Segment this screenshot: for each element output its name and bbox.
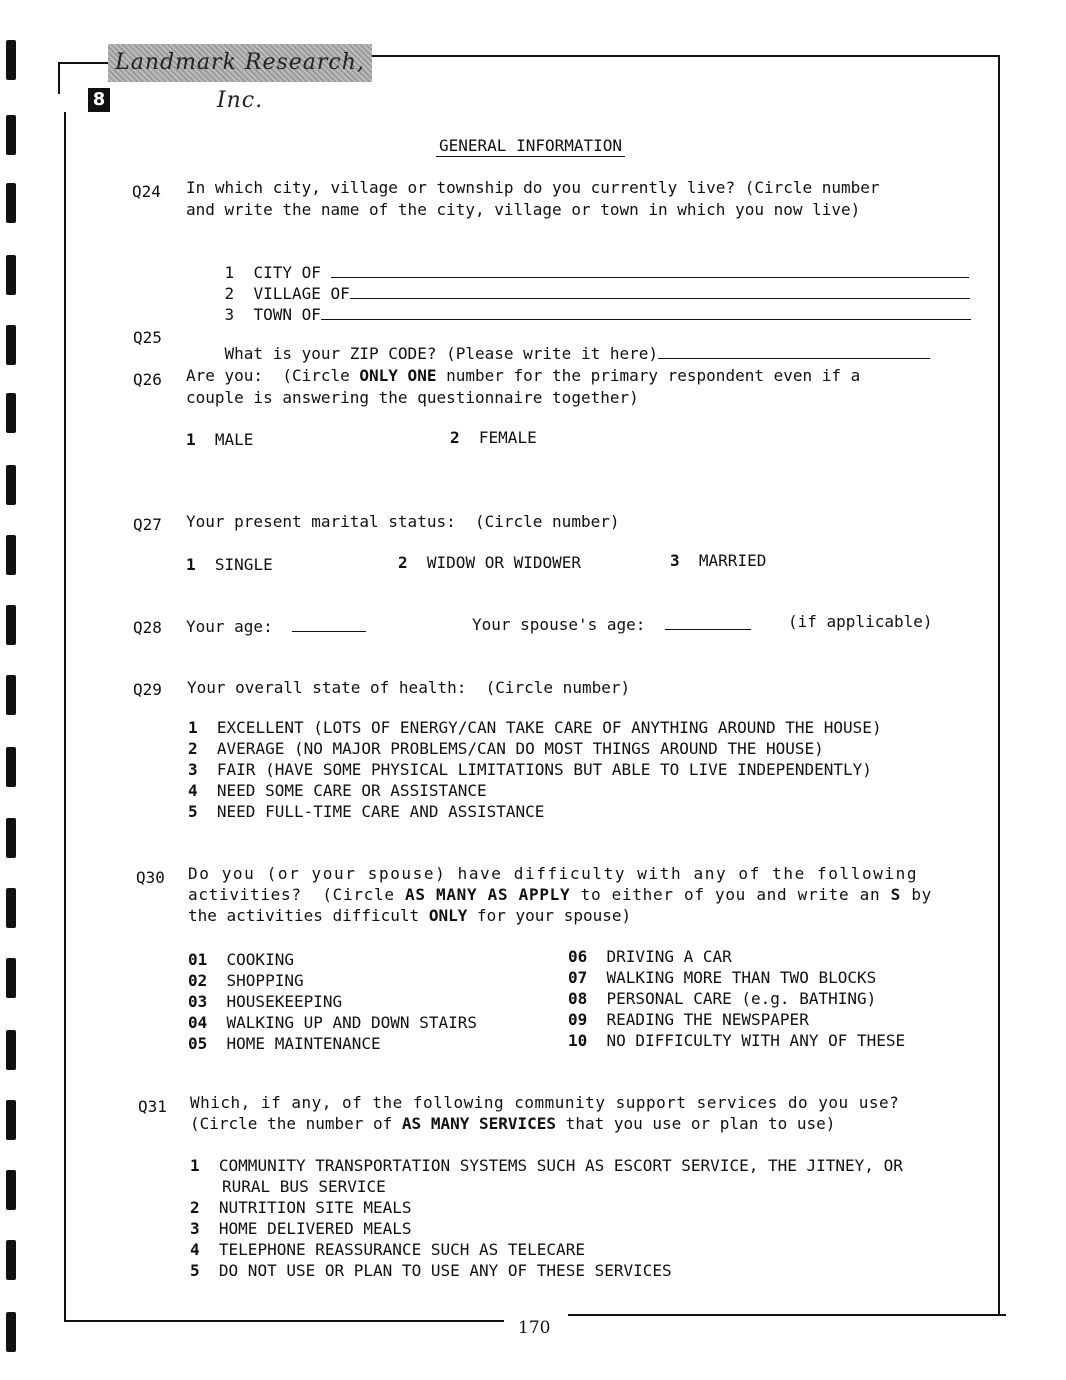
- applicable-note: (if applicable): [788, 612, 933, 631]
- question-text: activities? (Circle AS MANY AS APPLY to either of you and write an S by: [188, 885, 932, 904]
- question-number: Q27: [133, 515, 162, 534]
- option-single[interactable]: 1 SINGLE: [186, 555, 273, 574]
- question-text: Which, if any, of the following community support services do you use?: [190, 1093, 900, 1112]
- question-text: In which city, village or township do you currently live? (Circle number: [186, 178, 880, 197]
- option-health[interactable]: 3 FAIR (HAVE SOME PHYSICAL LIMITATIONS BUT ABLE TO LIVE INDEPENDENTLY): [188, 760, 872, 779]
- company-logo: Landmark Research, Inc.: [108, 44, 372, 82]
- question-number: Q31: [138, 1097, 167, 1116]
- question-text: Are you: (Circle ONLY ONE number for the primary respondent even if a: [186, 366, 861, 385]
- page-title: GENERAL INFORMATION: [436, 136, 625, 155]
- option-activity[interactable]: 04 WALKING UP AND DOWN STAIRS: [188, 1013, 477, 1032]
- question-number: Q30: [136, 868, 165, 887]
- option-town[interactable]: 3 TOWN OF: [186, 286, 971, 343]
- option-village[interactable]: 2 VILLAGE OF: [186, 265, 970, 322]
- option-activity[interactable]: 07 WALKING MORE THAN TWO BLOCKS: [568, 968, 877, 987]
- question-text: Your overall state of health: (Circle number): [187, 678, 631, 697]
- question-text: (Circle the number of AS MANY SERVICES that you use or plan to use): [190, 1114, 836, 1133]
- option-service[interactable]: 4 TELEPHONE REASSURANCE SUCH AS TELECARE: [190, 1240, 585, 1259]
- option-activity[interactable]: 02 SHOPPING: [188, 971, 304, 990]
- option-service[interactable]: 5 DO NOT USE OR PLAN TO USE ANY OF THESE SERVICES: [190, 1261, 672, 1280]
- option-service[interactable]: 3 HOME DELIVERED MEALS: [190, 1219, 412, 1238]
- option-widow[interactable]: 2 WIDOW OR WIDOWER: [398, 553, 582, 572]
- option-health[interactable]: 4 NEED SOME CARE OR ASSISTANCE: [188, 781, 487, 800]
- question-number: Q25: [133, 328, 162, 347]
- age-field[interactable]: Your age:: [186, 617, 366, 636]
- question-text: Do you (or your spouse) have difficulty with any of the following: [188, 864, 919, 883]
- option-health[interactable]: 2 AVERAGE (NO MAJOR PROBLEMS/CAN DO MOST THINGS AROUND THE HOUSE): [188, 739, 824, 758]
- option-activity[interactable]: 06 DRIVING A CAR: [568, 947, 732, 966]
- option-activity[interactable]: 03 HOUSEKEEPING: [188, 992, 343, 1011]
- option-male[interactable]: 1 MALE: [186, 430, 254, 449]
- question-text: couple is answering the questionnaire together): [186, 388, 639, 407]
- spouse-age-field[interactable]: Your spouse's age:: [472, 615, 751, 634]
- option-service[interactable]: 2 NUTRITION SITE MEALS: [190, 1198, 412, 1217]
- option-activity[interactable]: 05 HOME MAINTENANCE: [188, 1034, 381, 1053]
- zip-code-field[interactable]: What is your ZIP CODE? (Please write it here): [186, 325, 930, 382]
- option-activity[interactable]: 01 COOKING: [188, 950, 294, 969]
- question-text: Your present marital status: (Circle number): [186, 512, 620, 531]
- question-number: Q29: [133, 680, 162, 699]
- section-badge: 8: [88, 88, 110, 112]
- option-activity[interactable]: 10 NO DIFFICULTY WITH ANY OF THESE: [568, 1031, 906, 1050]
- option-service-continued: RURAL BUS SERVICE: [222, 1177, 386, 1196]
- option-health[interactable]: 5 NEED FULL-TIME CARE AND ASSISTANCE: [188, 802, 545, 821]
- page-number: 170: [518, 1318, 551, 1338]
- question-number: Q26: [133, 370, 162, 389]
- question-number: Q28: [133, 618, 162, 637]
- question-text: the activities difficult ONLY for your spouse): [188, 906, 632, 925]
- question-text: and write the name of the city, village or town in which you now live): [186, 200, 861, 219]
- option-activity[interactable]: 09 READING THE NEWSPAPER: [568, 1010, 809, 1029]
- option-city[interactable]: 1 CITY OF: [186, 244, 969, 301]
- question-number: Q24: [132, 182, 161, 201]
- option-married[interactable]: 3 MARRIED: [670, 551, 767, 570]
- option-service[interactable]: 1 COMMUNITY TRANSPORTATION SYSTEMS SUCH AS ESCORT SERVICE, THE JITNEY, OR: [190, 1156, 903, 1175]
- option-health[interactable]: 1 EXCELLENT (LOTS OF ENERGY/CAN TAKE CARE OF ANYTHING AROUND THE HOUSE): [188, 718, 882, 737]
- option-activity[interactable]: 08 PERSONAL CARE (e.g. BATHING): [568, 989, 877, 1008]
- option-female[interactable]: 2 FEMALE: [450, 428, 537, 447]
